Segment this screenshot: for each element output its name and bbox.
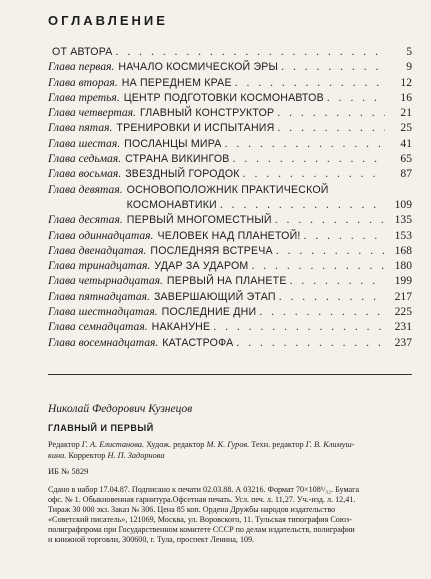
- imprint-block: [48, 485, 412, 545]
- credit-role: Корректор: [66, 450, 108, 460]
- toc-chapter-title: ЦЕНТР ПОДГОТОВКИ КОСМОНАВТОВ: [123, 91, 324, 104]
- imprint-line: «Советский писатель», 121069, Москва, ул. Воровского, 11. Тульская типография Союз-: [48, 515, 352, 524]
- toc-leader-dots: [116, 44, 385, 59]
- ib-number: ИБ № 5829: [48, 466, 89, 476]
- toc-entry: [48, 151, 412, 166]
- toc-page-number: 168: [394, 243, 412, 257]
- toc-leader-dots: [220, 197, 385, 212]
- toc-leader-dots: [327, 90, 385, 105]
- editorial-credits: [48, 440, 412, 461]
- toc-entry: [48, 243, 412, 258]
- toc-chapter-title: ЧЕЛОВЕК НАД ПЛАНЕТОЙ!: [157, 229, 301, 242]
- imprint-line: офс. № 1. Обыкновенная гарнитура.Офсетная печать. Усл. печ. л. 11,27. Уч.-изд. л. 12,41.: [48, 495, 356, 504]
- toc-chapter-label: Глава шестнадцатая.: [48, 305, 158, 319]
- toc-entry: [48, 273, 412, 288]
- imprint-line: полиграфпрома при Государственном комитете СССР по делам издательств, полиграфии: [48, 525, 355, 534]
- credits-line: [48, 440, 412, 451]
- toc-leader-dots: [213, 319, 385, 334]
- toc-entry: [48, 59, 412, 74]
- toc-entry: [48, 258, 412, 273]
- table-of-contents: [48, 44, 412, 350]
- toc-chapter-label: Глава восемнадцатая.: [48, 335, 159, 349]
- toc-chapter-title: УДАР ЗА УДАРОМ: [154, 260, 249, 273]
- toc-chapter-label: Глава семнадцатая.: [48, 320, 148, 334]
- toc-entry: [48, 319, 412, 334]
- toc-chapter-title: НАЧАЛО КОСМИЧЕСКОЙ ЭРЫ: [118, 61, 279, 74]
- toc-chapter-title: КОСМОНАВТИКИ: [126, 198, 217, 211]
- toc-leader-dots: [277, 120, 385, 135]
- toc-entry: [48, 105, 412, 120]
- toc-chapter-title: ТРЕНИРОВКИ И ИСПЫТАНИЯ: [116, 122, 275, 135]
- toc-leader-dots: [235, 75, 385, 90]
- toc-chapter-label: Глава пятнадцатая.: [48, 289, 150, 303]
- toc-entry-continuation: [48, 197, 412, 212]
- credit-role: Редактор: [48, 440, 82, 449]
- toc-page-number: 25: [400, 121, 412, 135]
- divider-rule: [48, 374, 412, 375]
- toc-entry: [48, 44, 412, 59]
- toc-chapter-label: Глава десятая.: [48, 213, 123, 227]
- toc-entry: [48, 136, 412, 151]
- toc-page-number: 16: [400, 90, 412, 104]
- toc-chapter-title: ЗАВЕРШАЮЩИЙ ЭТАП: [153, 290, 276, 303]
- imprint-line: Сдано в набор 17.04.87. Подписано к печати 02.03.88. А 03216. Формат 70×108¹/₃₂. Бумага: [48, 485, 360, 494]
- toc-heading: ОГЛАВЛЕНИЕ: [48, 13, 168, 28]
- toc-leader-dots: [277, 105, 385, 120]
- credit-person: М. К. Гуров.: [206, 440, 250, 449]
- toc-chapter-label: Глава вторая.: [48, 75, 118, 89]
- toc-chapter-title: ОТ АВТОРА: [52, 46, 113, 58]
- toc-leader-dots: [243, 166, 385, 181]
- toc-page-number: 109: [394, 197, 412, 211]
- toc-entry: [48, 182, 412, 197]
- toc-page-number: 21: [400, 106, 412, 120]
- toc-entry: [48, 212, 412, 227]
- toc-page-number: 12: [400, 75, 412, 89]
- credit-person: Н. П. Задорнова: [107, 450, 165, 460]
- book-title: ГЛАВНЫЙ И ПЕРВЫЙ: [48, 423, 154, 433]
- toc-chapter-title: НА ПЕРЕДНЕМ КРАЕ: [121, 76, 232, 89]
- toc-page-number: 199: [394, 274, 412, 288]
- toc-chapter-label: Глава девятая.: [48, 182, 123, 196]
- toc-entry: [48, 304, 412, 319]
- toc-leader-dots: [275, 212, 385, 227]
- toc-page-number: 153: [394, 228, 412, 242]
- toc-leader-dots: [236, 335, 385, 350]
- toc-leader-dots: [259, 304, 385, 319]
- toc-chapter-title: ЗВЕЗДНЫЙ ГОРОДОК: [125, 168, 240, 181]
- toc-chapter-title: СТРАНА ВИКИНГОВ: [125, 153, 230, 166]
- toc-leader-dots: [304, 228, 385, 243]
- toc-entry: [48, 228, 412, 243]
- toc-chapter-label: Глава пятая.: [48, 121, 113, 135]
- credit-person: Г. А. Елистанова.: [81, 440, 145, 449]
- toc-entry: [48, 335, 412, 350]
- imprint-line: и книжной торговли, 300600, г. Тула, проспект Ленина, 109.: [48, 535, 255, 544]
- toc-chapter-label: Глава седьмая.: [48, 152, 122, 166]
- credits-line: [48, 451, 412, 462]
- toc-leader-dots: [225, 136, 385, 151]
- toc-leader-dots: [276, 243, 385, 258]
- toc-page-number: 65: [400, 152, 412, 166]
- toc-chapter-title: ПОСЛЕДНИЕ ДНИ: [161, 306, 257, 319]
- toc-chapter-label: Глава двенадцатая.: [48, 243, 147, 257]
- toc-chapter-label: Глава одиннадцатая.: [48, 228, 154, 242]
- toc-chapter-title: КАТАСТРОФА: [162, 336, 234, 349]
- toc-chapter-title: ПОСЛАНЦЫ МИРА: [124, 137, 222, 150]
- toc-chapter-title: ПЕРВЫЙ МНОГОМЕСТНЫЙ: [126, 214, 272, 227]
- toc-chapter-title: ПЕРВЫЙ НА ПЛАНЕТЕ: [166, 275, 287, 288]
- toc-entry: [48, 166, 412, 181]
- toc-entry: [48, 90, 412, 105]
- credit-role: Худож. редактор: [144, 440, 207, 449]
- toc-page-number: 225: [394, 305, 412, 319]
- toc-chapter-label: Глава шестая.: [48, 136, 121, 150]
- toc-page-number: 237: [394, 335, 412, 349]
- toc-page-number: 87: [400, 167, 412, 181]
- toc-entry: [48, 75, 412, 90]
- credit-person: Г. В. Климуш-: [305, 440, 355, 449]
- toc-chapter-label: Глава третья.: [48, 90, 120, 104]
- toc-page-number: 41: [400, 136, 412, 150]
- toc-leader-dots: [279, 289, 385, 304]
- toc-entry: [48, 120, 412, 135]
- toc-leader-dots: [233, 151, 385, 166]
- toc-page-number: 135: [394, 213, 412, 227]
- toc-leader-dots: [251, 258, 385, 273]
- toc-chapter-title: НАКАНУНЕ: [151, 321, 211, 334]
- toc-page-number: 231: [394, 320, 412, 334]
- toc-leader-dots: [290, 273, 385, 288]
- credit-role: Техн. редактор: [249, 440, 306, 449]
- toc-chapter-label: Глава четырнадцатая.: [48, 274, 163, 288]
- toc-chapter-label: Глава тринадцатая.: [48, 259, 151, 273]
- toc-chapter-label: Глава четвертая.: [48, 106, 136, 120]
- toc-chapter-title: ПОСЛЕДНЯЯ ВСТРЕЧА: [150, 244, 273, 257]
- toc-chapter-label: Глава первая.: [48, 60, 115, 74]
- toc-leader-dots: [281, 59, 385, 74]
- toc-entry: [48, 289, 412, 304]
- toc-chapter-title: ОСНОВОПОЛОЖНИК ПРАКТИЧЕСКОЙ: [126, 183, 329, 196]
- toc-page-number: 217: [394, 289, 412, 303]
- author-name: Николай Федорович Кузнецов: [48, 403, 193, 415]
- toc-page-number: 5: [406, 45, 412, 58]
- credit-person: кина.: [48, 450, 67, 460]
- imprint-line: Тираж 30 000 экз. Заказ № 306. Цена 85 коп. Ордена Дружбы народов издательство: [48, 505, 336, 514]
- toc-chapter-title: ГЛАВНЫЙ КОНСТРУКТОР: [139, 107, 275, 120]
- toc-chapter-label: Глава восьмая.: [48, 167, 122, 181]
- toc-page-number: 180: [394, 259, 412, 273]
- toc-page-number: 9: [406, 60, 412, 74]
